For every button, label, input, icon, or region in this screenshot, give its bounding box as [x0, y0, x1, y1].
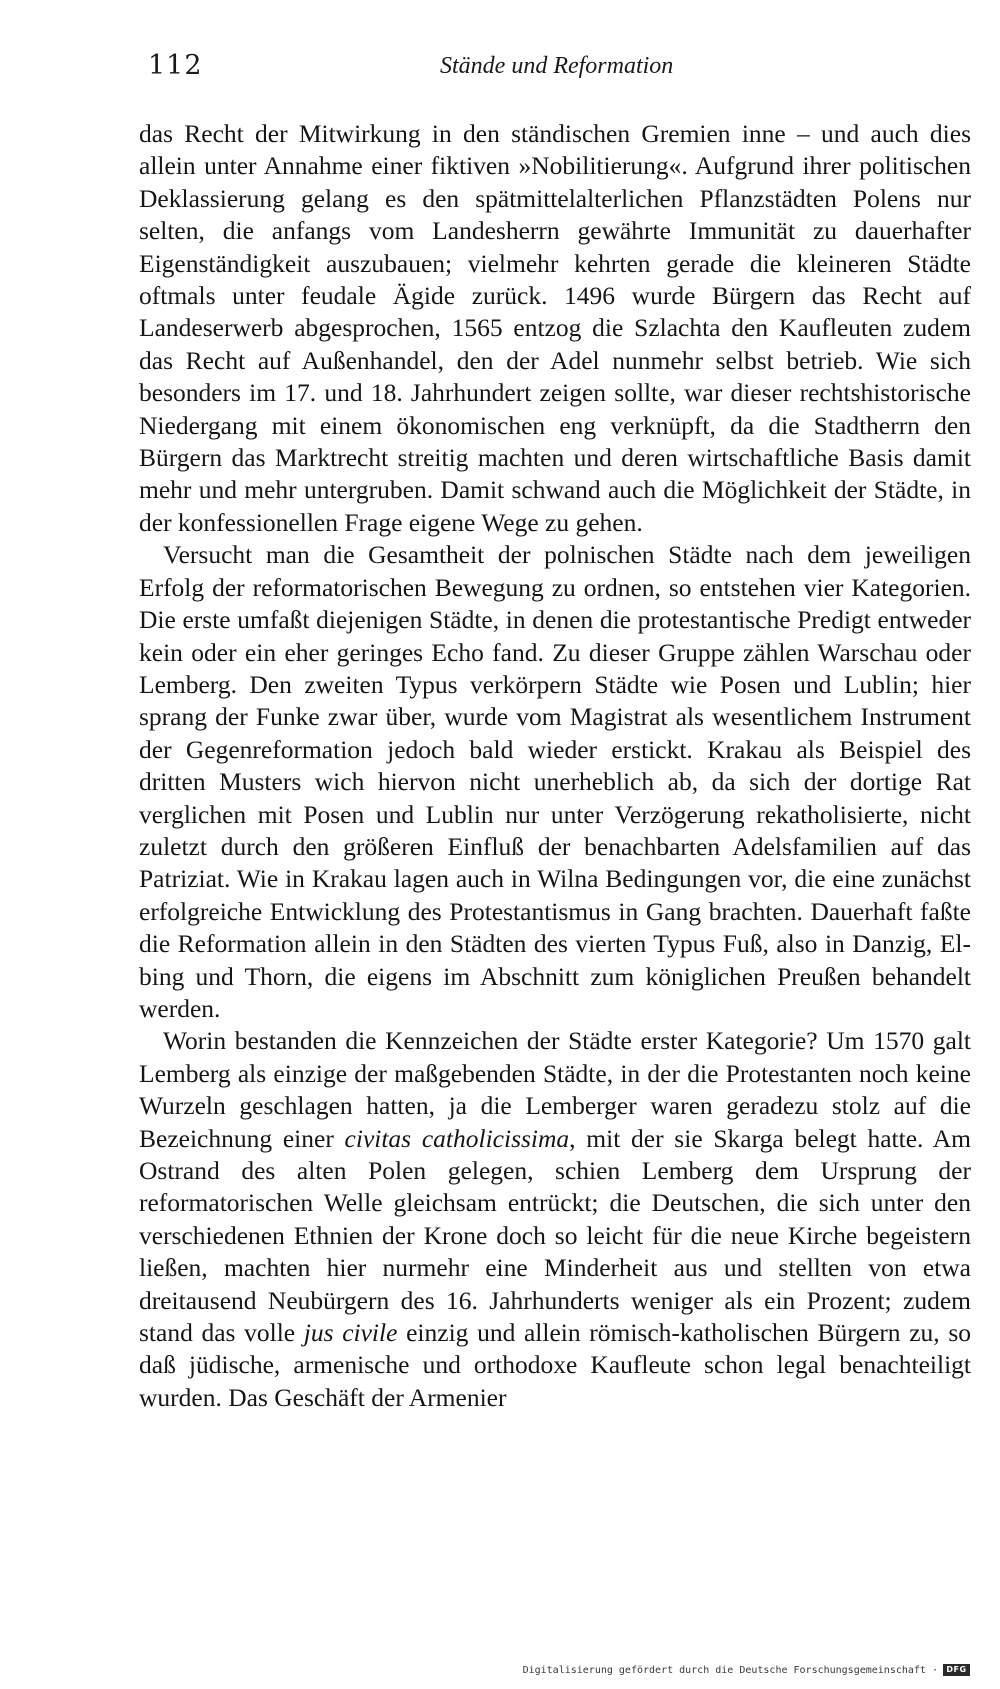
- digitization-credit: Digitalisierung gefördert durch die Deutsche Forschungsgemeinschaft ·: [522, 1664, 938, 1676]
- latin-term-jus-civile: jus civile: [303, 1318, 398, 1348]
- paragraph-2: Versucht man die Gesamtheit der polnischen Städte nach dem jeweiligen Erfolg der reformatorischen Bewegung zu ordnen, so entstehen vier Kategorien. Die erste umfaßt diejenigen Städte, in denen die protestantische Predigt entweder kein oder ein eher geringes Echo fand. Zu dieser Gruppe zählen Warschau oder Lemberg. Den zweiten Typus verkörpern Städte wie Posen und Lublin; hier sprang der Funke zwar über, wurde vom Magistrat als wesentlichem Instrument der Gegenreformation jedoch bald wieder erstickt. Krakau als Beispiel des dritten Musters wich hiervon nicht unerheblich ab, da sich der dortige Rat verglichen mit Posen und Lublin nur unter Verzögerung rekatholisierte, nicht zuletzt durch den größeren Einfluß der benachbarten Adelsfamilien auf das Patriziat. Wie in Krakau lagen auch in Wilna Bedingungen vor, die eine zunächst erfolgreiche Entwicklung des Protestantismus in Gang brachten. Dauerhaft faßte die Reformation allein in den Städten des vierten Typus Fuß, also in Danzig, Elbing und Thorn, die eigens im Abschnitt zum königlichen Preußen behandelt werden.: [139, 540, 971, 1023]
- digitization-footer: [523, 1664, 970, 1676]
- paragraph-3: [139, 1025, 971, 1414]
- running-head: Stände und Reformation: [440, 53, 674, 79]
- paragraph-3-part-2: , mit der sie Skarga belegt hatte. Am Ostrand des alten Polen gelegen, schien Lemberg dem Ursprung der reformatorischen Welle gleichsam entrückt; die Deutschen, die sich unter den verschiedenen Ethnien der Krone doch so leicht für die neue Kirche begeistern ließen, machten hier nurmehr eine Minderheit aus und stellten von etwa dreitausend Neubürgern des 16. Jahrhunderts weniger als ein Prozent; zudem stand das volle: [139, 1123, 971, 1348]
- latin-term-civitas: civitas catholicissima: [344, 1123, 570, 1153]
- page-number: 112: [148, 50, 203, 81]
- paragraph-3-part-1: Worin bestanden die Kennzeichen der Städte erster Kategorie? Um 1570 galt Lemberg als einzige der maßgebenden Städte, in der die Protestanten noch keine Wurzeln geschlagen hatten, ja die Lemberger waren geradezu stolz auf die Bezeichnung einer: [139, 1026, 971, 1153]
- paragraph-1: das Recht der Mitwirkung in den ständischen Gremien inne – und auch dies allein unter Annahme einer fiktiven »Nobilitierung«. Aufgrund ihrer politischen Deklassierung gelang es den spätmittelalterlichen Pflanzstädten Polens nur selten, die anfangs vom Landesherrn gewährte Immunität zu dauerhafter Eigenständigkeit auszubauen; vielmehr kehrten gerade die kleineren Städte oftmals unter feudale Ägide zurück. 1496 wurde Bürgern das Recht auf Landeserwerb abgesprochen, 1565 entzog die Szlachta den Kaufleuten zudem das Recht auf Außenhandel, den der Adel nunmehr selbst betrieb. Wie sich besonders im 17. und 18. Jahrhundert zeigen sollte, war dieser rechtshistorische Niedergang mit einem ökonomischen eng verknüpft, da die Stadtherrn den Bürgern das Marktrecht streitig machten und deren wirtschaftliche Basis damit mehr und mehr untergruben. Damit schwand auch die Möglichkeit der Städte, in der konfessionellen Frage eigene Wege zu gehen.: [139, 119, 971, 537]
- dfg-logo-icon: DFG: [943, 1664, 970, 1676]
- body-text: [139, 118, 971, 1414]
- paragraph-3-part-3: einzig und allein römisch-katholischen Bürgern zu, so daß jüdische, armenische und orthodoxe Kaufleute schon legal benachteiligt wurden. Das Geschäft der Armenier: [139, 1318, 971, 1412]
